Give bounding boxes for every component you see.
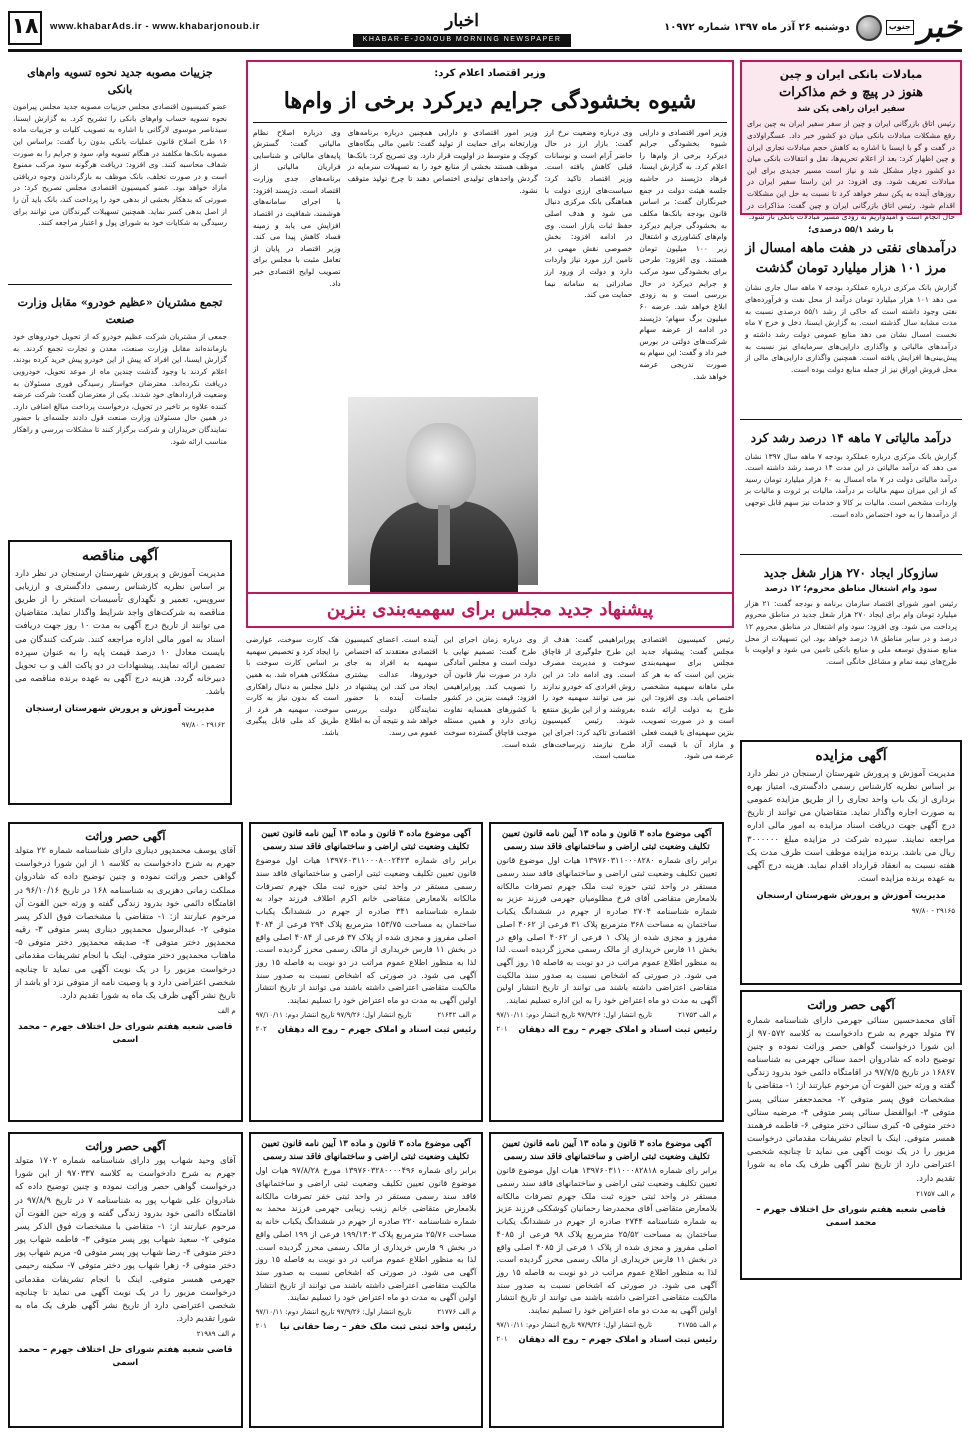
ad-row2-registry-1	[489, 1132, 724, 1428]
ad-row1-inheritance	[8, 822, 243, 1122]
jobs-lead: سود وام اشتغال مناطق محروم؛ ۱۲ درصد	[764, 583, 938, 594]
globe-icon	[856, 15, 882, 41]
tender-title: آگهی مناقصه	[82, 548, 158, 564]
oil-lead: با رشد ۵۵/۱ درصدی؛	[808, 225, 894, 235]
bank-rules-title: جزییات مصوبه جدید نحوه تسویه وام‌های بانکی	[27, 66, 213, 97]
main-col-3: وزیر امور اقتصادی و دارایی همچنین درباره برنامه‌های وزارتخانه برای حمایت از تولید گفت: تامین مالی بنگاه‌های کوچک و متوسط در اولویت قرار دارد. وی تصریح کرد: بانک‌ها موظف هستند بخشی از منابع خود را به تسهیلات سرمایه در گردش واحدهای تولیدی اختصاص دهند تا چرخ تولید متوقف نشود.	[347, 127, 538, 195]
oil-body: گزارش بانک مرکزی درباره عملکرد بودجه ۷ ماهه سال جاری نشان می دهد ۱۰۱ هزار میلیارد تومان درآمد از محل نفت و فرآورده‌های نفتی وجود داشته است که حاکی از رشد ۵۵/۱ درصدی نسبت به مدت مشابه سال گذشته است. به گزارش ایسنا، دخل و خرج ۷ ماه نخست امسال نشان می دهد منابع عمومی دولت رشد داشته و درآمدهای مالیاتی و واگذاری دارایی‌های سرمایه‌ای نیز نسبت به پیش‌بینی‌ها افزایش یافته است. همچنین واگذاری دارایی‌های مالی از محل فروش اوراق نیز از جمله منابع دولت بوده است.	[745, 283, 957, 374]
auto-title: تجمع مشتریان «عظیم خودرو» مقابل وزارت صنعت	[17, 296, 223, 327]
tender-sign: مدیریت آموزش و پرورش شهرستان ارسنجان	[25, 704, 215, 715]
ad-row2-inheritance	[8, 1132, 243, 1428]
ad-row2-1-num: ۲۰۱	[496, 1334, 508, 1343]
auction-body: مدیریت آموزش و پرورش شهرستان ارسنجان در نظر دارد بر اساس نظریه کارشناس رسمی دادگستری، امتیاز بهره برداری از یک باب واحد تجاری را از طریق مزایده عمومی به صورت اجاره واگذار نماید. متقاضیان می توانند از تاریخ درج آگهی جهت دریافت اسناد مزایده به امور مالی اداره مراجعه نمایند. سپرده شرکت در مزایده مبلغ ۳۰۰۰۰۰۰ ریال می باشد. برنده مزایده موظف است ظرف مدت یک هفته نسبت به انعقاد قرارداد اقدام نماید. هزینه درج آگهی به عهده برنده مزایده است.	[747, 768, 955, 885]
bank-kicker: مبادلات بانکی ایران و چین	[779, 68, 923, 81]
tender-ad	[8, 540, 232, 805]
auto-article	[8, 290, 232, 535]
ad-row1-1-dates: تاریخ انتشار اول: ۹۷/۹/۲۶ تاریخ انتشار دوم: ۹۷/۱۰/۱۱	[496, 1010, 653, 1019]
dateline: دوشنبه ۲۶ آذر ماه ۱۳۹۷ شماره ۱۰۹۷۲	[664, 21, 850, 33]
ad-row1-2-dates: تاریخ انتشار اول: ۹۷/۹/۲۶ تاریخ انتشار دوم: ۹۷/۱۰/۱۱	[255, 1010, 412, 1019]
website-urls[interactable]: www.khabarAds.ir - www.khabarjonoub.ir	[50, 21, 261, 33]
section-header	[353, 8, 572, 47]
ad-row2-2-code: م الف ۲۱۷۷۶	[437, 1308, 477, 1317]
fuel-col-4: آینده است. اعضای کمیسیون اقتصادی معتقدند که اختصاص سهمیه به افراد به جای خودروها، عدالت بیشتری ایجاد می کند. این پیشنهاد در جلسات آینده با حضور نمایندگان دولت بررسی خواهد شد و نتیجه آن به اطلاع عموم می رسد.	[344, 635, 438, 737]
tender-code: ۲۹۱۶۲ - ۹۷/۸۰	[181, 720, 225, 729]
ad-row1-3-code: م الف	[217, 1007, 236, 1016]
ad-row1-2-title: آگهی موضوع ماده ۳ قانون و ماده ۱۳ آیین نامه قانون تعیین تکلیف وضعیت ثبتی اراضی و ساختمانهای فاقد سند رسمی	[261, 829, 471, 853]
bank-rules-article	[8, 60, 232, 285]
ad-row1-3-sign: قاضی شعبه هفتم شورای حل اختلاف جهرم – محمد اسمی	[18, 1021, 233, 1046]
photo-tie-shape	[438, 505, 450, 565]
main-title: شیوه بخشودگی جرایم دیرکرد برخی از وام‌ها	[283, 87, 697, 114]
newspaper-strip: KHABAR-E-JONOUB MORNING NEWSPAPER	[353, 34, 572, 47]
bank-body: رئیس اتاق بازرگانی ایران و چین از سفر سفیر ایران به چین برای رفع مشکلات مبادلات بانکی میان دو کشور خبر داد. عسگراولادی در گفت و گو با ایسنا با اشاره به کاهش حجم مبادلات تجاری ایران و چین اظهار کرد: بعد از اعلام تحریم‌ها، نقل و انتقالات بانکی میان دو کشور دچار مشکل شد و نیاز است مسیر جدیدی برای این مبادلات تعریف شود. وی افزود: در این راستا سفیر ایران در روزهای آینده به پکن سفر خواهد کرد تا نسبت به حل این مشکلات اقدام شود. رئیس اتاق بازرگانی ایران و چین گفت: مذاکرات در حال انجام است و امیدواریم به زودی مسیر مبادلات بانکی باز شود.	[747, 119, 955, 222]
ad-row2-2-title: آگهی موضوع ماده ۳ قانون و ماده ۱۳ آیین نامه قانون تعیین تکلیف وضعیت ثبتی اراضی و ساختمانهای فاقد سند رسمی	[261, 1139, 471, 1163]
ad-row2-3-body: آقای وحید شهاب پور دارای شناسنامه شماره ۱۷۰۲ متولد جهرم به شرح دادخواست به کلاسه ۹۷۰۳۳۷ از این شورا درخواست گواهی حصر وراثت نموده و چنین توضیح داده که شادروان علی شهاب پور به شناسنامه ۷ در تاریخ ۹۷/۸/۹ در اقامتگاه دائمی خود بدرود زندگی گفته و ورثه حین الفوت آن مرحوم عبارتند از: ۱- متقاضی با مشخصات فوق الذکر پسر متوفی ۲- سعید شهاب پور پسر متوفی ۳- فاطمه شهاب پور دختر متوفی ۴- رضا شهاب پور پسر متوفی ۵- مریم شهاب پور دختر متوفی ۶- زهرا شهاب پور دختر متوفی ۷- سکینه رحیمی جهرمی همسر متوفی. اینک با انجام تشریفات مقدماتی درخواست مزبور را در یک نوبت آگهی می نماید تا چنانچه شخصی اعتراضی دارد از تاریخ نشر آگهی ظرف یک ماه به شورا تقدیم دارد.	[14, 1156, 236, 1325]
fuel-title-bar: پیشنهاد جدید مجلس برای سهمیه‌بندی بنزین	[248, 592, 732, 626]
ad-row1-2-body: برابر رای شماره ۱۳۹۷۶۰۳۱۱۰۰۰۸۰۰۲۴۲۳ هیات اول موضوع قانون تعیین تکلیف وضعیت ثبتی اراضی و ساختمانهای فاقد سند رسمی مستقر در واحد ثبتی حوزه ثبت ملک جهرم تصرفات مالکانه بلامعارض متقاضی خانم اکرم اطلاف فرزند جواد به شماره شناسنامه ۳۴۱ صادره از جهرم در ششدانگ یکباب ساختمان به مساحت ۱۵۳/۷۵ مترمربع پلاک ۲۹۴ فرعی از ۴۰۸۴ اصلی مفروز و مجزی شده از پلاک ۳۷ فرعی از ۴۰۸۴ اصلی واقع در بخش ۱۱ فارس خریداری از مالک رسمی محرز گردیده است. لذا به منظور اطلاع عموم مراتب در دو نوبت به فاصله ۱۵ روز آگهی می شود. در صورتی که اشخاص نسبت به صدور سند مالکیت متقاضی اعتراضی داشته باشند می توانند از تاریخ انتشار اولین آگهی به مدت دو ماه اعتراض خود را تسلیم نمایند.	[255, 855, 477, 1006]
jobs-article	[740, 560, 962, 735]
jobs-title: سازوکار ایجاد ۲۷۰ هزار شغل جدید	[763, 566, 939, 580]
tender-body: مدیریت آموزش و پرورش شهرستان ارسنجان در نظر دارد بر اساس نظریه کارشناس رسمی دادگستری و ارزیابی سرویس، تعمیر و نگهداری تأسیسات استخر را از طریق مناقصه به شرکت‌های واجد شرایط واگذار نماید. متقاضیان می توانند از تاریخ درج آگهی به مدت ۱۰ روز جهت دریافت اسناد به امور مالی اداره مراجعه کنند. شرکت کنندگان می بایست معادل ۱۰ درصد قیمت پایه را به عنوان سپرده تضمین ارائه نمایند. پیشنهادات در دو پاکت الف و ب تحویل دبیرخانه گردد. هزینه درج آگهی به عهده برنده مناقصه می باشد.	[15, 568, 225, 698]
fuel-col-3: وی درباره زمان اجرای این طرح گفت: تصمیم نهایی با دولت است و مجلس آمادگی دارد در صورت نیاز قانون آن را تصویب کند. پورابراهیمی افزود: قیمت بنزین در کشور با کشورهای همسایه تفاوت زیادی دارد و همین مسئله موجب قاچاق گسترده سوخت شده است.	[443, 635, 537, 749]
inheritance-body: آقای محمدحسین سنائی جهرمی دارای شناسنامه شماره ۳۷ متولد جهرم به شرح دادخواست به کلاسه ۹۷۰۵۷۲ از این شورا درخواست گواهی حصر وراثت نموده و چنین توضیح داده که شادروان احمد سنائی جهرمی به شناسنامه ۱۶۸۶۷ در تاریخ ۹۷/۷/۵ در اقامتگاه دائمی خود بدرود زندگی گفته و ورثه حین الفوت آن مرحوم عبارتند از: ۱- متقاضی با مشخصات فوق پسر متوفی ۲- محمدجعفر سنائی پسر متوفی ۳- ابوالفضل سنائی پسر متوفی ۴- مرضیه سنائی دختر متوفی ۵- کبری سنائی دختر متوفی ۶- فاطمه فرهمند همسر متوفی. اینک با انجام تشریفات مقدماتی درخواست مزبور را در یک نوبت آگهی می نماید تا چنانچه شخصی اعتراضی دارد از تاریخ نشر آگهی ظرف یک ماه به شورا تقدیم دارد.	[747, 1015, 956, 1184]
bank-article	[740, 60, 962, 222]
fuel-col-2: پورابراهیمی گفت: هدف از این طرح جلوگیری از قاچاق سوخت و مدیریت مصرف است. وی ادامه داد: در این روش افرادی که خودرو ندارند نیز می توانند سهمیه خود را بفروشند و از این طریق منتفع شوند. رئیس کمیسیون اقتصادی تاکید کرد: اجرای این طرح نیازمند زیرساخت‌های مناسب است.	[542, 635, 636, 761]
auction-ad	[740, 740, 962, 985]
ad-row2-1-sign: رئیس ثبت اسناد و املاک جهرم – روح اله دهقان	[518, 1334, 717, 1345]
fuel-article	[246, 634, 734, 814]
ads-row-1	[8, 822, 724, 1127]
ad-row1-1-num: ۲۰۱	[496, 1024, 508, 1033]
ad-row1-1-title: آگهی موضوع ماده ۳ قانون و ماده ۱۳ آیین نامه قانون تعیین تکلیف وضعیت ثبتی اراضی و ساختمانهای فاقد سند رسمی	[501, 829, 712, 853]
bank-title: هنوز در پیچ و خم مذاکرات	[779, 85, 923, 101]
bank-rules-body: عضو کمیسیون اقتصادی مجلس جزییات مصوبه جدید مجلس پیرامون نحوه تسویه حساب وام‌های بانکی را تشریح کرد. به گزارش ایسنا، سیدناصر موسوی لارگانی با اشاره به تصویب کلیات و جزییات ماده ۱۶ طرح اصلاح قانون عملیات بانکی بدون ربا گفت: براساس این مصوبه بانک‌ها مکلفند در هنگام تسویه وام، سود و جرایم را به صورت شفاف محاسبه کنند. وی افزود: دریافت هرگونه سود مرکب ممنوع است و در صورت تخلف، بانک موظف به بازگرداندن وجوه دریافتی مازاد خواهد بود. عضو کمیسیون اقتصادی مجلس تصریح کرد: در صورتی که بدهکار بخشی از بدهی خود را پرداخت کند، بانک باید آن را از اصل بدهی کسر نماید. همچنین تسهیلات گیرندگان می توانند برای رسیدگی به شکایات خود به شورای پول و اعتبار مراجعه کنند.	[13, 102, 227, 228]
ad-row2-registry-2	[249, 1132, 484, 1428]
logo-word: خبر	[917, 9, 962, 45]
main-col-2: وی درباره وضعیت نرخ ارز گفت: بازار ارز در حال حاضر آرام است و نوسانات قبلی کاهش یافته است. وزیر اقتصاد تاکید کرد: سیاست‌های ارزی دولت با هماهنگی بانک مرکزی دنبال می شود و هدف اصلی حفظ ثبات بازار است. وی در ادامه افزود: بخش خصوصی نقش مهمی در تامین ارز مورد نیاز واردات دارد و دولت از ورود ارز صادراتی به سامانه نیما حمایت می کند.	[544, 127, 633, 300]
main-article	[246, 60, 734, 628]
auction-title: آگهی مزایده	[815, 748, 887, 764]
inheritance-ad-right	[740, 990, 962, 1280]
inheritance-sign: قاضی شعبه هفتم شورای حل اختلاف جهرم – محمد اسمی	[756, 1204, 946, 1228]
inheritance-title: آگهی حصر وراثت	[807, 998, 895, 1012]
main-lead: وزیر اقتصاد اعلام کرد:	[434, 68, 546, 79]
main-col-4: وی درباره اصلاح نظام مالیاتی گفت: گسترش پایه‌های مالیاتی و شناسایی فراریان مالیاتی از برنامه‌های جدی وزارت اقتصاد است. دژپسند افزود: با اجرای سامانه‌های هوشمند، شفافیت در اقتصاد افزایش می یابد و زمینه فساد کاهش پیدا می کند. وزیر اقتصاد در پایان از تعامل مثبت با مجلس برای تصویب لوایح اقتصادی خبر داد.	[252, 127, 341, 288]
ads-row-2	[8, 1132, 724, 1432]
center-top	[246, 60, 734, 630]
fuel-col-1: رئیس کمیسیون اقتصادی مجلس گفت: پیشنهاد جدید مجلس برای سهمیه‌بندی بنزین این است که به هر کد ملی ماهانه سهمیه مشخصی اختصاص یابد. وی افزود: این طرح به دولت ارائه شده است و در صورت تصویب، بنزین سهمیه‌ای با قیمت فعلی و مازاد آن با قیمت آزاد عرضه می شود.	[641, 635, 734, 761]
jobs-body: رئیس امور شورای اقتصاد سازمان برنامه و بودجه گفت: ۲۱ هزار میلیارد تومان وام برای ایجاد ۲۷۰ هزار شغل جدید در مناطق محروم پرداخت می شود. وی افزود: سود وام اشتغال در مناطق محروم ۱۲ درصد و در سایر مناطق ۱۸ درصد خواهد بود. این تسهیلات از محل منابع صندوق توسعه ملی و منابع بانکی تامین می شود و اولویت با طرح‌های نیمه تمام و مشاغل خانگی است.	[745, 598, 958, 666]
minister-photo	[348, 397, 538, 585]
ad-row1-2-sign: رئیس ثبت اسناد و املاک جهرم – روح اله دهقان	[277, 1024, 477, 1035]
ad-row1-1-code: م الف ۲۱۷۵۳	[678, 1010, 717, 1019]
ad-row2-1-title: آگهی موضوع ماده ۳ قانون و ماده ۱۳ آیین نامه قانون تعیین تکلیف وضعیت ثبتی اراضی و ساختمانهای فاقد سند رسمی	[501, 1139, 712, 1163]
ad-row2-1-code: م الف ۲۱۷۵۵	[678, 1320, 717, 1329]
ad-row2-2-num: ۲۰۱	[255, 1321, 267, 1330]
auction-sign: مدیریت آموزش و پرورش شهرستان ارسنجان	[756, 891, 946, 902]
section-title: اخبار	[445, 10, 479, 31]
newspaper-logo	[856, 9, 962, 45]
ad-row1-3-title: آگهی حصر وراثت	[85, 830, 166, 843]
ad-row1-registry-2	[249, 822, 484, 1122]
ad-row2-3-title: آگهی حصر وراثت	[85, 1140, 166, 1153]
tax-title: درآمد مالیاتی ۷ ماهه ۱۴ درصد رشد کرد	[750, 431, 952, 445]
ad-row2-3-code: م الف ۲۱۹۸۹	[196, 1330, 236, 1339]
auction-code: ۲۹۱۶۵ - ۹۷/۸۰	[911, 907, 955, 916]
ad-row2-2-dates: تاریخ انتشار اول: ۹۷/۹/۲۶ تاریخ انتشار دوم: ۹۷/۱۰/۱۱	[255, 1308, 412, 1317]
ad-row1-1-sign: رئیس ثبت اسناد و املاک جهرم – روح اله دهقان	[518, 1024, 717, 1035]
photo-head-shape	[406, 423, 476, 509]
auto-body: جمعی از مشتریان شرکت عظیم خودرو که از تحویل خودروهای خود بازمانده‌اند مقابل وزارت صنعت، معدن و تجارت تجمع کردند. به گزارش ایسنا، این افراد که پیش از این خودرو پیش خرید کرده بودند، اعلام کردند با وجود گذشت چندین ماه از موعد تحویل، خودرویی دریافت نکرده‌اند. معترضان خواستار رسیدگی فوری مسئولان به وضعیت قراردادهای خود شدند. یکی از معترضان گفت: شرکت عرضه کننده علاوه بر تاخیر در تحویل، درخواست پرداخت مبالغ اضافی دارد. در همین حال مسئولان وزارت صنعت قول دادند جلسه‌ای با حضور نمایندگان خریداران و شرکت برگزار کنند تا مشکلات بررسی و راهکار مناسب ارائه شود.	[13, 332, 227, 446]
fuel-col-5: هک کارت سوخت، عوارضی را ایجاد کرد و تخصیص سهمیه بر اساس کارت سوخت با مشکلاتی همراه شد. به همین دلیل مجلس به دنبال راهکاری است که بدون نیاز به کارت سوخت، سهمیه هر فرد از طریق کد ملی قابل پیگیری باشد.	[246, 635, 339, 737]
ad-row2-2-sign: رئیس واحد ثبتی ثبت ملک خفر – رضا حقانی نیا	[279, 1321, 477, 1332]
ad-row1-3-body: آقای یوسف محمدپور دیناری دارای شناسنامه شماره ۲۲ متولد جهرم به شرح دادخواست به کلاسه ۱ از این شورا درخواست گواهی حصر وراثت نموده و چنین توضیح داده که شادروان مملکت زمانی دهزیری به شناسنامه ۱۶۸ در تاریخ ۹۶/۱۰/۱۶ در اقامتگاه دائمی خود بدرود زندگی گفته و ورثه حین الفوت آن مرحوم عبارتند از: ۱- متقاضی با مشخصات فوق الذکر پسر متوفی ۲- عبدالرسول محمدپور دیناری پسر متوفی ۳- رقیه محمدپور دختر متوفی ۴- صدیقه محمدپور دختر متوفی ۵- ماهتاب محمدپور دختر متوفی. اینک با انجام تشریفات مقدماتی درخواست مزبور را در یک نوبت آگهی می نماید تا چنانچه شخصی اعتراضی دارد و یا وصیت نامه از متوفی نزد او باشد از تاریخ نشر آگهی ظرف یک ماه به شورا تقدیم دارد.	[14, 846, 236, 1001]
ad-row1-1-body: برابر رای شماره ۱۳۹۷۶۰۳۱۱۰۰۰۸۲۸۰ هیات اول موضوع قانون تعیین تکلیف وضعیت ثبتی اراضی و ساختمانهای فاقد سند رسمی مستقر در واحد ثبتی حوزه ثبت ملک جهرم تصرفات مالکانه بلامعارض متقاضی آقای فرخ مظلومیان جهرمی فرزند عزیز به شماره شناسنامه ۲۷۰۴ صادره از جهرم در ششدانگ یکباب ساختمان به مساحت ۳۶۸ مترمربع پلاک ۳۱ فرعی از ۴۰۶۲ اصلی مفروز و مجزی شده از پلاک ۱ فرعی از ۴۰۶۲ اصلی واقع در بخش ۱۱ فارس خریداری از مالک رسمی محرز گردیده است. لذا به منظور اطلاع عموم مراتب در دو نوبت به فاصله ۱۵ روز آگهی می شود. در صورتی که اشخاص نسبت به صدور سند مالکیت متقاضی اعتراضی داشته باشند می توانند از تاریخ انتشار اولین آگهی به مدت دو ماه اعتراض خود را به این اداره تسلیم نمایند.	[496, 855, 717, 1006]
ad-row2-3-sign: قاضی شعبه هفتم شورای حل اختلاف جهرم – محمد اسمی	[18, 1345, 233, 1369]
oil-article	[740, 220, 962, 420]
ad-row1-registry-1	[489, 822, 724, 1122]
ad-row1-2-code: م الف ۲۱۶۴۲	[437, 1010, 477, 1019]
inheritance-code: م الف ۲۱۷۵۷	[916, 1189, 955, 1198]
tax-body: گزارش بانک مرکزی درباره عملکرد بودجه ۷ ماهه سال ۱۳۹۷ نشان می دهد که درآمد مالیاتی در این مدت ۱۴ درصد رشد داشته است. درآمد مالیاتی دولت در ۷ ماه امسال به ۶۰ هزار میلیارد تومان رسید که از این میزان سهم مالیات بر درآمد، مالیات بر ثروت و مالیات بر واردات مشخص است. مالیات بر کالا و خدمات نیز سهم قابل توجهی از درآمدها را به خود اختصاص داده است.	[745, 451, 957, 519]
right-column	[740, 60, 962, 1432]
ad-row2-1-dates: تاریخ انتشار اول: ۹۷/۹/۲۶ تاریخ انتشار دوم: ۹۷/۱۰/۱۱	[496, 1320, 653, 1329]
main-col-1: وزیر امور اقتصادی و دارایی شیوه بخشودگی جرایم دیرکرد برخی از وام‌ها را اعلام کرد. به گزارش ایسنا، فرهاد دژپسند در حاشیه جلسه هیئت دولت در جمع خبرنگاران گفت: بر اساس قانون بودجه بانک‌ها مکلف به بخشودگی جرایم دیرکرد وام‌های کشاورزی و اشتغال زیر ۱۰۰ میلیون تومان هستند. وی افزود: طرحی برای بخشودگی سود مرکب و جرایم دیرکرد در حال بررسی است و به زودی ابلاغ خواهد شد. عرضه ۶۰ میلیون برگ سهام؛ دژپسند در ادامه از عرضه سهام شرکت‌های دولتی در بورس خبر داد و گفت: این سهام به صورت تدریجی عرضه خواهد شد.	[639, 127, 727, 381]
left-column	[8, 60, 232, 820]
ad-row1-2-num: ۲۰۲	[255, 1024, 267, 1033]
masthead	[8, 6, 962, 52]
logo-sub: جنوب	[886, 20, 914, 34]
bank-lead: سفیر ایران راهی پکن شد	[797, 104, 905, 115]
ad-row2-2-body: برابر رای شماره ۱۳۹۷۶۰۳۲۸۰۰۰۰۴۹۶ مورخ ۹۷/۸/۲۸ هیات اول موضوع قانون تعیین تکلیف وضعیت ثبتی اراضی و ساختمانهای فاقد سند رسمی مستقر در واحد ثبتی خفر تصرفات مالکانه بلامعارض متقاضی خانم زینب زیبایی جهرمی فرزند محمد به شماره شناسنامه ۲۲۰ صادره از جهرم در ششدانگ یکباب خانه به مساحت ۲۵/۷۶ مترمربع پلاک ۱۹۹/۱۳۰۳ فرعی از ۱۹۹ اصلی واقع در بخش ۹ فارس خریداری از مالک رسمی محرز گردیده است. لذا به منظور اطلاع عموم مراتب در دو نوبت به فاصله ۱۵ روز آگهی می شود. در صورتی که اشخاص نسبت به صدور سند مالکیت متقاضی اعتراضی داشته باشند می توانند از تاریخ انتشار اولین آگهی به مدت دو ماه اعتراض خود را تسلیم نمایند.	[255, 1165, 477, 1303]
page-number: ۱۸	[8, 11, 42, 45]
tax-article	[740, 425, 962, 555]
ad-row2-1-body: برابر رای شماره ۱۳۹۷۶۰۳۱۱۰۰۰۸۲۸۱۸ هیات اول موضوع قانون تعیین تکلیف وضعیت ثبتی اراضی و ساختمانهای فاقد سند رسمی مستقر در واحد ثبتی حوزه ثبت ملک جهرم تصرفات مالکانه بلامعارض متقاضی آقای محمدرضا رحمانیان کوشککی فرزند عزیز به شماره شناسنامه ۲۷۴۴ صادره از جهرم در ششدانگ یکباب ساختمان به مساحت ۲۵/۵۲ مترمربع پلاک ۹۸ فرعی از ۴۰۸۵ اصلی مفروز و مجزی شده از پلاک ۱ فرعی از ۴۰۸۵ اصلی واقع در بخش ۱۱ فارس خریداری از مالک رسمی محرز گردیده است. لذا به منظور اطلاع عموم مراتب در دو نوبت به فاصله ۱۵ روز آگهی می شود. در صورتی که اشخاص نسبت به صدور سند مالکیت متقاضی اعتراضی داشته باشند می توانند از تاریخ انتشار اولین آگهی به مدت دو ماه اعتراض خود را تسلیم نمایند.	[496, 1165, 718, 1316]
oil-title: درآمدهای نفتی در هفت ماهه امسال از مرز ۱۰۱ هزار میلیارد تومان گذشت	[745, 241, 957, 277]
